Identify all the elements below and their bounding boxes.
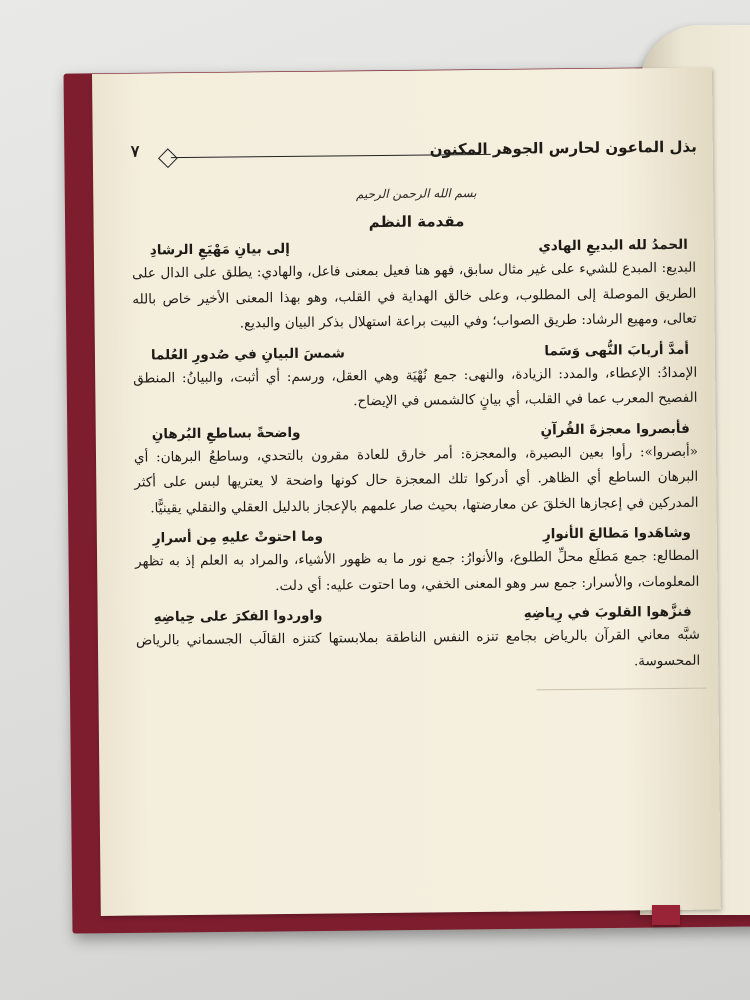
- bookmark-ribbon: [652, 905, 680, 925]
- verse-hemistich-second: إلى بيانِ مَهْيَعِ الرشادِ: [149, 240, 290, 259]
- verse-hemistich-first: الحمدُ لله البديعِ الهادي: [538, 236, 688, 255]
- basmala: بسم الله الرحمن الرحيم: [355, 185, 477, 202]
- verse-hemistich-first: أمدَّ أربابَ النُّهى وَسَما: [544, 341, 689, 359]
- page-number: ٧: [130, 141, 140, 161]
- commentary-paragraph: البديع: المبدع للشيء على غير مثال سابق، فهو هنا فعيل بمعنى فاعل، والهادي: يطلق على الدال على الطريق الموصلة إلى المطلوب، وعلى خالق الهداية في القلب، وهو بهذا المعنى الأخير خاص بالله تعالى، ومهيع الرشاد: طريق الصواب؛ وفي البيت براعة استهلال بذكر البيان والبديع.: [132, 259, 697, 332]
- page-header: [131, 138, 701, 172]
- commentary-paragraph: الإمدادُ: الإعطاء، والمدد: الزيادة، والنهى: جمع نُهْيَة وهي العقل، ورسم: أي أثبت، والبيانُ: المنطق الفصيح المعرب عما في القلب، أي بيانٍ كالشمس في الإيضاح.: [133, 364, 698, 410]
- commentary-paragraph: المطالع: جمع مَطلَع محلِّ الطلوع، والأنوارُ: جمع نور ما به ظهور الأشياء، والمراد به العلم إذ به تظهر المعلومات، والأسرار: جمع سر وهو المعنى الخفي، وما احتوت عليه: أي دلت.: [135, 547, 700, 594]
- section-title: مقدمة النظم: [368, 212, 465, 232]
- running-title: بذل الماعون لحارس الجوهر المكنون: [429, 137, 697, 159]
- verse-line: [135, 525, 705, 547]
- book-page: [92, 68, 721, 916]
- verse-hemistich-second: شمسَ البيانِ في صُدورِ العُلما: [150, 344, 346, 363]
- verse-hemistich-second: واوردوا الفكرَ على حِياضِهِ: [153, 607, 323, 626]
- footnote-rule: [536, 688, 706, 691]
- verse-hemistich-second: واضحةً بساطعِ البُرهانِ: [151, 424, 301, 442]
- verse-line: [133, 341, 703, 363]
- page-content: [131, 138, 707, 695]
- verse-hemistich-second: وما احتوتْ عليهِ مِن أسرارِ: [152, 528, 324, 547]
- commentary-paragraph: «أبصروا»: رأوا بعين البصيرة، والمعجزة: أمر خارق للعادة مقرون بالتحدي، وساطعُ البرهان: أي البرهان الساطع أي الظاهر. أي أدركوا تلك المعجزة حال كونها واضحة لا يعتريها لبس على أكثر المدركين في إعجازها الخلقَ عن معارضتها، بحيث صار علمهم بالإعجاز بالدليل العقلي والنقلي يقينيًّا.: [133, 443, 699, 516]
- verse-line: [134, 420, 704, 442]
- verse-line: [136, 604, 706, 626]
- verse-hemistich-first: فأبصروا معجزةَ القُرآنِ: [540, 420, 690, 438]
- text-body: [132, 237, 707, 680]
- verse-hemistich-first: فنزَّهوا القلوبَ في رِياضِهِ: [523, 603, 692, 622]
- ornament-icon: [158, 148, 178, 168]
- verse-line: [132, 237, 702, 259]
- commentary-paragraph: شبَّه معاني القرآن بالرياض بجامع تنزه النفس الناطقة بملابستها كتنزه القالَب الجسماني بالرياض المحسوسة.: [135, 626, 701, 669]
- verse-hemistich-first: وشاهَدوا مَطالعَ الأنوارِ: [542, 524, 691, 543]
